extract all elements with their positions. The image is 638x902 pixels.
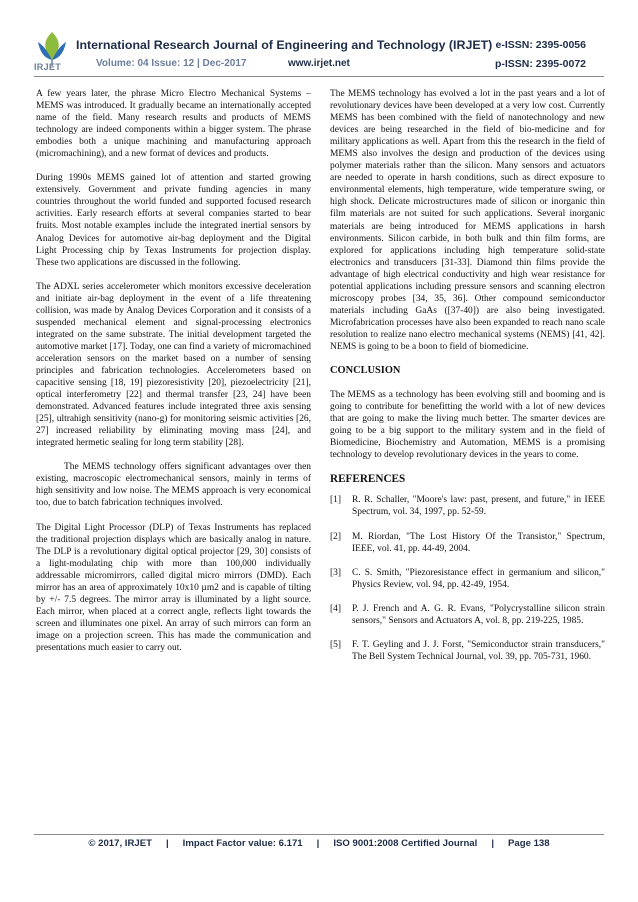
reference-item [330, 531, 605, 555]
reference-item [330, 494, 605, 518]
journal-title: International Research Journal of Engineering and Technology (IRJET) [76, 38, 493, 52]
volume-issue: Volume: 04 Issue: 12 | Dec-2017 [96, 58, 247, 69]
reference-text: C. S. Smith, "Piezoresistance effect in germanium and silicon," Physics Review, vol. 94, pp. 42-49, 1954. [352, 567, 605, 590]
reference-text: P. J. French and A. G. R. Evans, "Polycrystalline silicon strain sensors," Sensors and Actuators A, vol. 8, pp. 219-225, 1985. [352, 603, 605, 626]
page-header [0, 0, 638, 80]
paragraph: During 1990s MEMS gained lot of attention and started growing extensively. Government and private funding agencies in many countries throughout the world funded and supported focused research activities. Early research efforts at several companies started to bear fruits. Most notable examples include the integrated inertial sensors by Analog Devices for automotive air-bag deployment and the Digital Light Processing chip by Texas Instruments for projection display. These two applications are discussed in the following. [36, 173, 311, 268]
reference-number: [2] [330, 531, 342, 542]
paragraph: A few years later, the phrase Micro Electro Mechanical Systems – MEMS was introduced. It gradually became an internationally accepted name of the field. Many research results and products of MEMS technology are indeed components within a bigger system. The phrase embodies both a unique machining and manufacturing approach (micromachining), and a new format of devices and products. [36, 89, 311, 160]
footer-separator: | [491, 838, 494, 849]
right-column [330, 88, 605, 675]
reference-item [330, 639, 605, 663]
logo-text: IRJET [34, 62, 62, 72]
reference-item [330, 603, 605, 627]
reference-list [330, 494, 605, 662]
paragraph: The MEMS technology offers significant advantages over then existing, macroscopic electromechanical sensors, mainly in terms of high sensitivity and low noise. The MEMS approach is very economical too, due to batch fabrication techniques involved. [36, 462, 311, 509]
left-column [36, 88, 311, 666]
footer-separator: | [316, 838, 320, 849]
paragraph: The MEMS technology has evolved a lot in the past years and a lot of revolutionary devices have been developed at a very low cost. Currently MEMS has been combined with the field of nanotechnology and new devices are being researched in the field of bio-medicine and for military applications as well. Apart from this the research in the field of MEMS also involves the design and production of the devices using polymer materials rather than the silicon. Many sensors and actuators are needed to operate in harsh conditions, such as direct exposure to environmental elements, high temperature, wide temperature swing, or high shock. Delicate microstructures made of silicon or inorganic thin film materials are not suited for such applications. Several inorganic materials are being introduced for MEMS applications in harsh environments. Silicon carbide, in both bulk and thin film forms, are explored for applications including high temperature solid-state electronics and transducers [31-33]. Diamond thin films provide the advantage of high electrical conductivity and high wear resistance for potential applications including pressure sensors and scanning electron microscopy probes [34, 35, 36]. Other compound semiconductor materials including GaAs ([37-40]) are also being investigated. Microfabrication processes have also been expanded to reach nano scale resolution to realize nano electro mechanical systems (NEMS) [41, 42]. NEMS is going to be a boon to field of biomedicine. [330, 89, 605, 352]
pissn: p-ISSN: 2395-0072 [494, 58, 586, 70]
page-footer [0, 838, 638, 849]
conclusion-paragraph: The MEMS as a technology has been evolving still and booming and is going to contribute for benefitting the world with a lot of new devices that are going to make the living much better. The smarter devices are going to be a big support to the military system and in the field of Biomedicine, Biochemistry and Automation, MEMS is a promising technology to develop revolutionary devices in the years to come. [330, 390, 605, 461]
footer-divider [34, 834, 604, 835]
reference-text: M. Riordan, "The Lost History Of the Transistor," Spectrum, IEEE, vol. 41, pp. 44-49, 2004. [352, 531, 605, 554]
references-heading: REFERENCES [330, 473, 406, 486]
iso-certification: ISO 9001:2008 Certified Journal [333, 838, 478, 849]
eissn: e-ISSN: 2395-0056 [495, 39, 586, 51]
reference-item [330, 567, 605, 591]
reference-number: [1] [330, 495, 342, 506]
journal-website: www.irjet.net [288, 58, 350, 69]
paragraph: The ADXL series accelerometer which monitors excessive deceleration and initiate air-bag deployment in the event of a life threatening collision, was made by Analog Devices Corporation and it consists of a suspended mechanical element and signal-processing electronics integrated on the same substrate. The initial development targeted the automotive market [17]. Today, one can find a variety of micromachined acceleration sensors on the market based on a number of sensing principles and fabrication technologies. Accelerometers based on capacitive sensing [18, 19] piezoresistivity [20], piezoelectricity [21], optical interferometry [22] and thermal transfer [23, 24] have been demonstrated. Advanced features include integrated three axis sensing [25], ultrahigh sensitivity (nano-g) for monitoring seismic activities [26, 27] increased reliability by eliminating moving mass [24], and integrated hermetic sealing for long term stability [28]. [36, 281, 311, 449]
footer-separator: | [165, 838, 169, 849]
paragraph: The Digital Light Processor (DLP) of Texas Instruments has replaced the traditional projection displays which are basically analog in nature. The DLP is a revolutionary digital optical projector [29, 30] consists of a light-modulating chip with more than 100,000 individually addressable micromirrors, called digital micro mirrors (DMD). Each mirror has an area of approximately 10x10 µm2 and is capable of tilting by +/- 7.5 degrees. The mirror array is illuminated by a light source. Each mirror, when placed at a correct angle, reflects light towards the screen and illuminates one pixel. An array of such mirrors can form an image on a projection screen. This has made the communication and presentations much easier to carry out. [36, 522, 311, 653]
reference-number: [3] [330, 567, 342, 578]
conclusion-heading: CONCLUSION [330, 365, 401, 377]
header-divider [34, 76, 604, 77]
reference-number: [5] [330, 639, 342, 650]
reference-text: F. T. Geyling and J. J. Forst, "Semiconductor strain transducers," The Bell System Technical Journal, vol. 39, pp. 705-731, 1960. [352, 639, 605, 662]
copyright: © 2017, IRJET [88, 838, 152, 849]
reference-text: R. R. Schaller, "Moore's law: past, present, and future," in IEEE Spectrum, vol. 34, 1997, pp. 52-59. [352, 495, 605, 518]
reference-number: [4] [330, 603, 342, 614]
impact-factor: Impact Factor value: 6.171 [182, 838, 303, 849]
page-number: Page 138 [508, 838, 550, 849]
